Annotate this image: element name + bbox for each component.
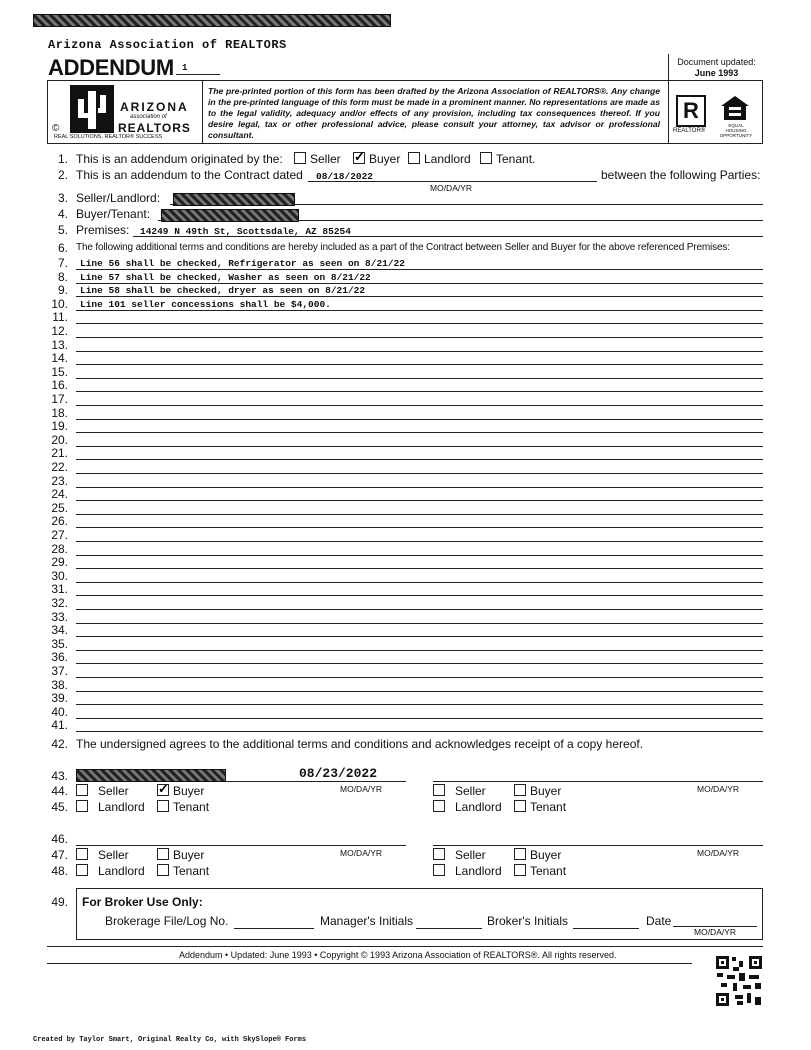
broker-use-title: For Broker Use Only: (82, 895, 203, 909)
originated-by-label: This is an addendum originated by the: (76, 152, 283, 166)
term-line-field[interactable] (76, 650, 763, 651)
option-label: Buyer (530, 784, 562, 798)
sig1-landlord-checkbox[interactable] (76, 800, 88, 812)
sig2-landlord-checkbox[interactable] (433, 800, 445, 812)
logo-tagline: REAL SOLUTIONS. REALTOR® SUCCESS (54, 134, 163, 140)
term-line-field[interactable] (76, 351, 763, 352)
doc-updated-date: June 1993 (694, 68, 739, 78)
signature-line-3[interactable] (76, 845, 406, 846)
originator-buyer-option[interactable] (353, 152, 400, 166)
redacted-signature-1 (76, 769, 226, 782)
line-number: 12. (51, 324, 68, 338)
originator-landlord-checkbox[interactable] (408, 152, 420, 164)
acknowledgement-text: The undersigned agrees to the additional terms and conditions and acknowledges receipt of a copy hereof. (76, 737, 644, 751)
logo-arizona: ARIZONA (120, 100, 189, 114)
sig4-landlord-checkbox[interactable] (433, 864, 445, 876)
sig3-seller-option[interactable] (76, 848, 129, 862)
originator-seller-checkbox[interactable] (294, 152, 306, 164)
seller-landlord-label: Seller/Landlord: (76, 191, 161, 205)
term-line-field[interactable] (76, 378, 763, 379)
sig1-seller-option[interactable] (76, 784, 129, 798)
date-caption: MO/DA/YR (697, 848, 740, 858)
line-number: 38. (51, 678, 68, 692)
option-label: Landlord (455, 864, 502, 878)
broker-initials-label: Broker's Initials (487, 914, 568, 928)
line-number: 31. (51, 582, 68, 596)
sig1-buyer-checkbox[interactable] (157, 784, 169, 796)
sig3-landlord-checkbox[interactable] (76, 864, 88, 876)
term-line-field[interactable] (76, 296, 763, 297)
sig4-buyer-option[interactable] (514, 848, 561, 862)
term-line-field[interactable] (76, 337, 763, 338)
date-caption: MO/DA/YR (340, 784, 383, 794)
sig2-buyer-checkbox[interactable] (514, 784, 526, 796)
line-number: 28. (51, 542, 68, 556)
line-number: 37. (51, 664, 68, 678)
term-line-field[interactable] (76, 323, 763, 324)
line-number: 26. (51, 514, 68, 528)
line-number: 47. (51, 848, 68, 862)
contract-dated-label: This is an addendum to the Contract dated (76, 168, 303, 182)
option-label: Buyer (173, 848, 205, 862)
line-number: 39. (51, 691, 68, 705)
originator-landlord-option[interactable] (408, 152, 471, 166)
additional-terms-intro: The following additional terms and conditions are hereby included as a part of the Contract between Seller and Buyer for the above referenced Premises: (76, 242, 730, 253)
realtor-r-icon: R (676, 95, 706, 127)
line-number: 43. (51, 769, 68, 783)
term-line-field[interactable] (76, 514, 763, 515)
doc-updated-box (668, 54, 764, 81)
line-number: 7. (57, 256, 68, 270)
option-label: Landlord (98, 864, 145, 878)
doc-updated-label: Document updated: (677, 57, 756, 67)
option-label: Seller (455, 784, 486, 798)
broker-initials-field[interactable] (573, 928, 639, 929)
line-number: 5. (57, 223, 68, 237)
term-line-field[interactable] (76, 541, 763, 542)
brokerage-file-label: Brokerage File/Log No. (105, 914, 229, 928)
association-name: Arizona Association of REALTORS (48, 38, 287, 52)
line-number: 4. (57, 207, 68, 221)
signature-date-1: 08/23/2022 (299, 766, 378, 781)
term-line-field[interactable] (76, 459, 763, 460)
term-text: Line 101 seller concessions shall be $4,000. (80, 299, 331, 310)
manager-initials-field[interactable] (416, 928, 482, 929)
option-label: Landlord (424, 152, 471, 166)
date-caption: MO/DA/YR (340, 848, 383, 858)
term-line-field[interactable] (76, 582, 763, 583)
term-line-field[interactable] (76, 731, 763, 732)
sig3-tenant-option[interactable] (157, 864, 209, 878)
term-line-field[interactable] (76, 623, 763, 624)
originator-seller-option[interactable] (294, 152, 341, 166)
manager-initials-label: Manager's Initials (320, 914, 413, 928)
line-number: 44. (51, 784, 68, 798)
qr-code-icon (715, 955, 763, 1007)
option-label: Buyer (530, 848, 562, 862)
sig2-tenant-option[interactable] (514, 800, 566, 814)
line-number: 49. (51, 895, 68, 909)
sig4-tenant-checkbox[interactable] (514, 864, 526, 876)
addendum-number-field[interactable] (176, 62, 220, 75)
page-title: ADDENDUM (48, 55, 174, 80)
line-number: 40. (51, 705, 68, 719)
term-line-field[interactable] (76, 718, 763, 719)
option-label: Seller (98, 848, 129, 862)
between-parties-label: between the following Parties: (601, 168, 761, 182)
footer-divider-top (47, 946, 763, 947)
term-line-field[interactable] (76, 555, 763, 556)
term-line-field[interactable] (76, 446, 763, 447)
line-number: 24. (51, 487, 68, 501)
option-label: Buyer (369, 152, 401, 166)
footer-copyright: Addendum • Updated: June 1993 • Copyright © 1993 Arizona Association of REALTORS®. All rights reserved. (179, 950, 617, 960)
line-number: 9. (57, 283, 68, 297)
term-line-field[interactable] (76, 663, 763, 664)
line-number: 48. (51, 864, 68, 878)
term-line-field[interactable] (76, 364, 763, 365)
sig1-seller-checkbox[interactable] (76, 784, 88, 796)
term-line-field[interactable] (76, 595, 763, 596)
line-number: 20. (51, 433, 68, 447)
sig3-buyer-checkbox[interactable] (157, 848, 169, 860)
term-line-field[interactable] (76, 500, 763, 501)
line-number: 14. (51, 351, 68, 365)
line-number: 27. (51, 528, 68, 542)
contract-date-value: 08/18/2022 (316, 171, 374, 182)
logo-realtors: REALTORS (118, 121, 191, 135)
term-line-field[interactable] (76, 473, 763, 474)
line-number: 11. (52, 310, 68, 324)
date-caption: MO/DA/YR (430, 183, 473, 193)
option-label: Tenant. (496, 152, 536, 166)
line-number: 34. (51, 623, 68, 637)
term-line-field[interactable] (76, 283, 763, 284)
line-number: 35. (51, 637, 68, 651)
premises-value: 14249 N 49th St, Scottsdale, AZ 85254 (140, 226, 351, 237)
line-number: 30. (51, 569, 68, 583)
redacted-seller-name (173, 193, 295, 206)
sig1-buyer-option[interactable] (157, 784, 204, 798)
option-label: Landlord (98, 800, 145, 814)
line-number: 36. (51, 650, 68, 664)
term-text: Line 58 shall be checked, dryer as seen on 8/21/22 (80, 285, 366, 296)
term-line-field[interactable] (76, 609, 763, 610)
term-line-field[interactable] (76, 419, 763, 420)
term-line-field[interactable] (76, 391, 763, 392)
line-number: 41. (51, 718, 68, 732)
line-number: 46. (51, 832, 68, 846)
sig2-landlord-option[interactable] (433, 800, 502, 814)
copyright-icon: © (52, 123, 60, 134)
sig2-seller-option[interactable] (433, 784, 486, 798)
term-text: Line 56 shall be checked, Refrigerator as seen on 8/21/22 (80, 258, 405, 269)
date-caption: MO/DA/YR (697, 784, 740, 794)
realtor-mark-label: REALTOR® (673, 128, 706, 134)
logo-association: association of (130, 114, 167, 120)
line-number: 18. (51, 406, 68, 420)
option-label: Buyer (173, 784, 205, 798)
line-number: 15. (51, 365, 68, 379)
premises-label: Premises: (76, 223, 130, 237)
redacted-buyer-name (161, 209, 299, 222)
option-label: Seller (98, 784, 129, 798)
term-line-field[interactable] (76, 432, 763, 433)
signature-line-2[interactable] (433, 781, 763, 782)
term-line-field[interactable] (76, 405, 763, 406)
option-label: Tenant (173, 864, 210, 878)
sig4-seller-checkbox[interactable] (433, 848, 445, 860)
term-line-field[interactable] (76, 677, 763, 678)
term-text: Line 57 shall be checked, Washer as seen on 8/21/22 (80, 272, 371, 283)
line-number: 33. (51, 610, 68, 624)
sig1-landlord-option[interactable] (76, 800, 145, 814)
term-line-field[interactable] (76, 310, 763, 311)
option-label: Seller (455, 848, 486, 862)
line-number: 10. (51, 297, 68, 311)
header-divider-right (668, 81, 669, 143)
sig4-buyer-checkbox[interactable] (514, 848, 526, 860)
broker-date-label: Date (646, 914, 672, 928)
term-line-field[interactable] (76, 568, 763, 569)
option-label: Tenant (173, 800, 210, 814)
sig2-seller-checkbox[interactable] (433, 784, 445, 796)
term-line-field[interactable] (76, 269, 763, 270)
sig3-landlord-option[interactable] (76, 864, 145, 878)
brokerage-file-field[interactable] (234, 928, 314, 929)
broker-use-box (76, 888, 763, 940)
option-label: Seller (310, 152, 341, 166)
term-line-field[interactable] (76, 527, 763, 528)
sig4-seller-option[interactable] (433, 848, 486, 862)
sig3-buyer-option[interactable] (157, 848, 204, 862)
footer-divider-bottom (47, 963, 692, 964)
option-label: Landlord (455, 800, 502, 814)
line-number: 3. (57, 191, 68, 205)
line-number: 1. (57, 152, 68, 166)
line-number: 29. (51, 555, 68, 569)
header-divider (202, 81, 203, 143)
sig3-tenant-checkbox[interactable] (157, 864, 169, 876)
line-number: 16. (51, 378, 68, 392)
buyer-tenant-label: Buyer/Tenant: (76, 207, 151, 221)
line-number: 42. (51, 737, 68, 751)
date-caption: MO/DA/YR (694, 927, 737, 937)
originator-buyer-checkbox[interactable] (353, 152, 365, 164)
line-number: 21. (51, 446, 68, 460)
eho-label: EQUAL HOUSING OPPORTUNITY (719, 123, 753, 138)
option-label: Tenant (530, 864, 567, 878)
sig2-tenant-checkbox[interactable] (514, 800, 526, 812)
equal-housing-icon (720, 95, 750, 121)
disclaimer-text: The pre-printed portion of this form has been drafted by the Arizona Association of REALTORS®. Any change in the pre-printed language of this form must be made in a prominent manner. No representations are made as to the legal validity, adequacy and/or effects of any provision, including tax consequences thereof. If you desire legal, tax or other professional advice, please consult your attorney, tax advisor or professional consultant. (208, 86, 660, 140)
arizona-realtors-logo (50, 83, 200, 141)
line-number: 6. (57, 241, 68, 255)
line-number: 45. (51, 800, 68, 814)
sig4-landlord-option[interactable] (433, 864, 502, 878)
line-number: 22. (51, 460, 68, 474)
signature-line-4[interactable] (433, 845, 763, 846)
term-line-field[interactable] (76, 691, 763, 692)
line-number: 25. (51, 501, 68, 515)
originator-tenant-option[interactable] (480, 152, 535, 166)
term-line-field[interactable] (76, 704, 763, 705)
sig1-tenant-option[interactable] (157, 800, 209, 814)
line-number: 32. (51, 596, 68, 610)
addendum-number: 1 (182, 63, 188, 73)
sig3-seller-checkbox[interactable] (76, 848, 88, 860)
line-number: 23. (51, 474, 68, 488)
line-number: 17. (51, 392, 68, 406)
originator-tenant-checkbox[interactable] (480, 152, 492, 164)
line-number: 2. (57, 168, 68, 182)
cactus-icon (70, 85, 114, 133)
sig2-buyer-option[interactable] (514, 784, 561, 798)
line-number: 19. (51, 419, 68, 433)
sig1-tenant-checkbox[interactable] (157, 800, 169, 812)
redacted-header-bar (33, 14, 391, 27)
line-number: 13. (51, 338, 68, 352)
created-by-text: Created by Taylor Smart, Original Realty Co, with SkySlope® Forms (33, 1036, 307, 1044)
header-box (47, 80, 763, 144)
line-number: 8. (57, 270, 68, 284)
term-line-field[interactable] (76, 636, 763, 637)
option-label: Tenant (530, 800, 567, 814)
sig4-tenant-option[interactable] (514, 864, 566, 878)
term-line-field[interactable] (76, 487, 763, 488)
